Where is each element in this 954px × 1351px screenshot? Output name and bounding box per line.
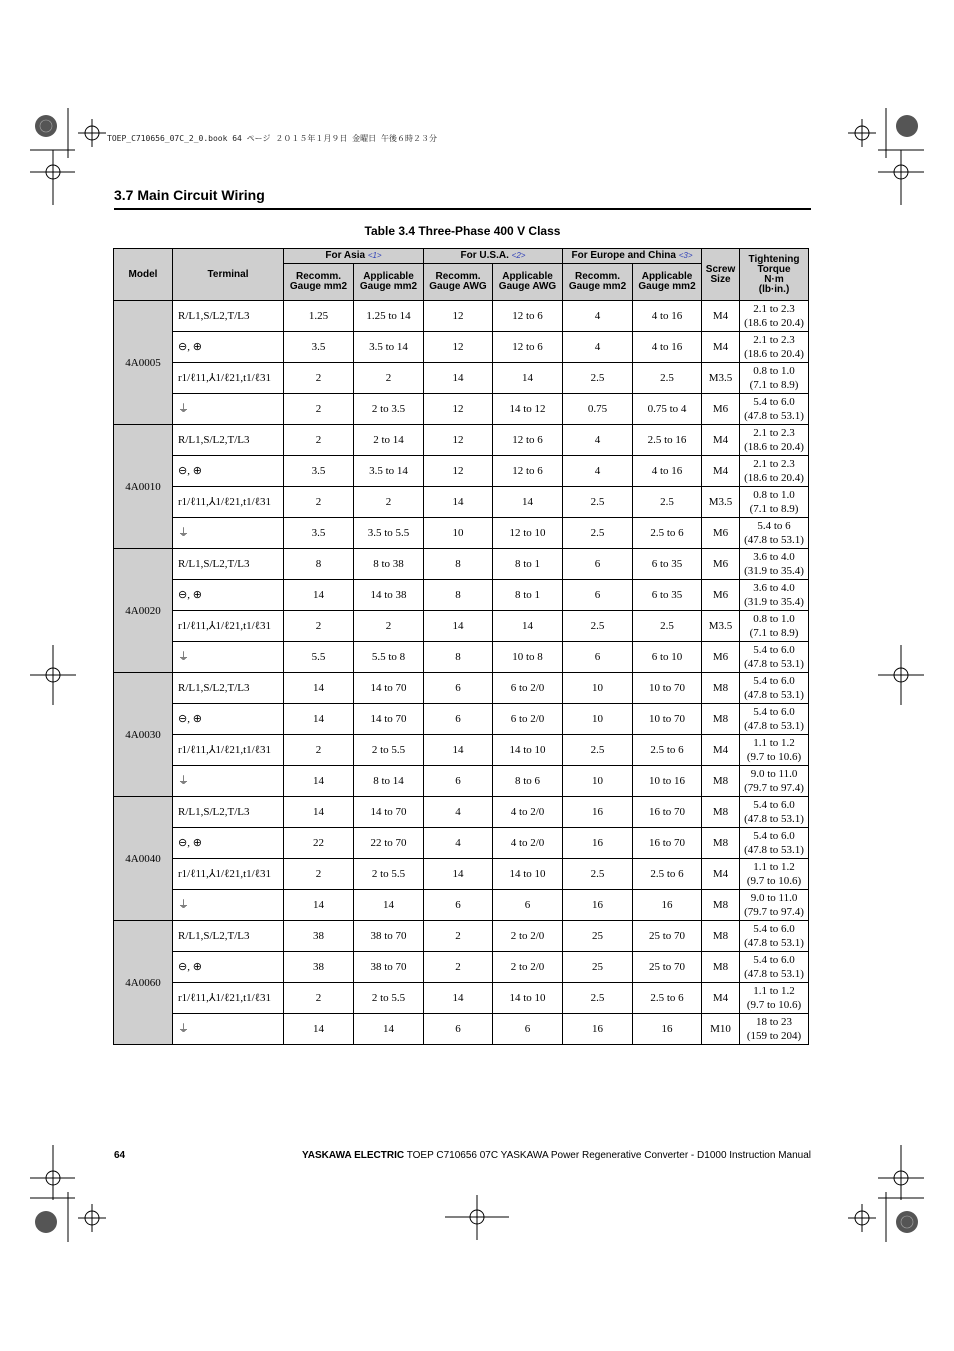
torque-cell: 5.4 to 6.0 (47.8 to 53.1): [740, 952, 809, 983]
table-row: [114, 673, 809, 704]
footer-text: YASKAWA ELECTRIC TOEP C710656 07C YASKAWA Power Regenerative Converter - D1000 Instruction Manual: [302, 1150, 811, 1161]
applicable-mm2-cell: 2 to 5.5: [354, 859, 424, 890]
applicable-awg-cell: 6: [493, 890, 563, 921]
recomm-awg-cell: 14: [424, 611, 493, 642]
recomm-mm2-eu-cell: 2.5: [563, 859, 633, 890]
applicable-mm2-cell: 14 to 70: [354, 673, 424, 704]
recomm-mm2-eu-cell: 16: [563, 890, 633, 921]
applicable-awg-cell: 2 to 2/0: [493, 952, 563, 983]
torque-cell: 5.4 to 6.0 (47.8 to 53.1): [740, 394, 809, 425]
applicable-awg-cell: 8 to 6: [493, 766, 563, 797]
applicable-awg-cell: 10 to 8: [493, 642, 563, 673]
applicable-mm2-cell: 2 to 3.5: [354, 394, 424, 425]
recomm-mm2-cell: 2: [284, 735, 354, 766]
applicable-mm2-cell: 38 to 70: [354, 952, 424, 983]
terminal-cell: R/L1,S/L2,T/L3: [173, 301, 284, 332]
model-cell: 4A0030: [114, 673, 173, 797]
applicable-mm2-eu-cell: 2.5 to 6: [633, 983, 702, 1014]
recomm-mm2-cell: 2: [284, 487, 354, 518]
table-row: [114, 456, 809, 487]
recomm-awg-cell: 12: [424, 332, 493, 363]
screw-size-cell: M8: [702, 673, 740, 704]
terminal-cell: r1/ℓ11,⅄1/ℓ21,t1/ℓ31: [173, 487, 284, 518]
screw-size-cell: M8: [702, 766, 740, 797]
applicable-mm2-eu-cell: 25 to 70: [633, 921, 702, 952]
footnote-ref-2[interactable]: <2>: [511, 251, 526, 260]
recomm-mm2-cell: 2: [284, 394, 354, 425]
applicable-mm2-cell: 38 to 70: [354, 921, 424, 952]
torque-cell: 2.1 to 2.3 (18.6 to 20.4): [740, 425, 809, 456]
recomm-awg-cell: 12: [424, 394, 493, 425]
applicable-awg-cell: 6 to 2/0: [493, 673, 563, 704]
applicable-awg-cell: 14: [493, 487, 563, 518]
screw-size-cell: M4: [702, 859, 740, 890]
applicable-mm2-cell: 14 to 70: [354, 797, 424, 828]
table-row: [114, 425, 809, 456]
torque-cell: 0.8 to 1.0 (7.1 to 8.9): [740, 363, 809, 394]
screw-size-cell: M8: [702, 704, 740, 735]
applicable-mm2-eu-cell: 6 to 35: [633, 580, 702, 611]
table-row: [114, 363, 809, 394]
recomm-awg-cell: 12: [424, 456, 493, 487]
torque-cell: 5.4 to 6.0 (47.8 to 53.1): [740, 921, 809, 952]
table-body: [114, 301, 809, 1045]
terminal-cell: r1/ℓ11,⅄1/ℓ21,t1/ℓ31: [173, 859, 284, 890]
terminal-cell: ⏚: [173, 1014, 284, 1045]
header-recomm-mm2: Recomm. Gauge mm2: [284, 264, 354, 301]
table-row: [114, 983, 809, 1014]
terminal-cell: ⊖, ⊕: [173, 580, 284, 611]
recomm-awg-cell: 6: [424, 1014, 493, 1045]
applicable-awg-cell: 8 to 1: [493, 580, 563, 611]
screw-size-cell: M4: [702, 301, 740, 332]
screw-size-cell: M4: [702, 735, 740, 766]
table-row: [114, 704, 809, 735]
table-row: [114, 611, 809, 642]
applicable-mm2-eu-cell: 2.5: [633, 611, 702, 642]
recomm-mm2-eu-cell: 2.5: [563, 363, 633, 394]
terminal-cell: ⊖, ⊕: [173, 828, 284, 859]
terminal-cell: R/L1,S/L2,T/L3: [173, 797, 284, 828]
header-recomm-mm2-eu: Recomm. Gauge mm2: [563, 264, 633, 301]
table-row: [114, 332, 809, 363]
header-screw-size: Screw Size: [702, 249, 740, 301]
recomm-mm2-cell: 2: [284, 611, 354, 642]
terminal-cell: R/L1,S/L2,T/L3: [173, 425, 284, 456]
recomm-awg-cell: 4: [424, 797, 493, 828]
applicable-mm2-eu-cell: 0.75 to 4: [633, 394, 702, 425]
recomm-awg-cell: 14: [424, 487, 493, 518]
torque-cell: 2.1 to 2.3 (18.6 to 20.4): [740, 456, 809, 487]
table-row: [114, 952, 809, 983]
torque-cell: 5.4 to 6.0 (47.8 to 53.1): [740, 797, 809, 828]
recomm-mm2-cell: 14: [284, 673, 354, 704]
recomm-mm2-eu-cell: 2.5: [563, 487, 633, 518]
torque-cell: 18 to 23 (159 to 204): [740, 1014, 809, 1045]
applicable-mm2-cell: 2 to 5.5: [354, 983, 424, 1014]
table-row: [114, 394, 809, 425]
recomm-mm2-eu-cell: 4: [563, 301, 633, 332]
header-asia: For Asia <1>: [284, 249, 424, 264]
recomm-mm2-eu-cell: 10: [563, 704, 633, 735]
table-row: [114, 642, 809, 673]
recomm-mm2-eu-cell: 10: [563, 673, 633, 704]
table-row: [114, 797, 809, 828]
applicable-mm2-eu-cell: 16 to 70: [633, 828, 702, 859]
screw-size-cell: M8: [702, 921, 740, 952]
applicable-awg-cell: 2 to 2/0: [493, 921, 563, 952]
table-row: [114, 828, 809, 859]
torque-cell: 1.1 to 1.2 (9.7 to 10.6): [740, 735, 809, 766]
recomm-mm2-cell: 3.5: [284, 332, 354, 363]
screw-size-cell: M8: [702, 952, 740, 983]
applicable-awg-cell: 6: [493, 1014, 563, 1045]
applicable-mm2-eu-cell: 2.5 to 6: [633, 518, 702, 549]
table-row: [114, 487, 809, 518]
screw-size-cell: M6: [702, 549, 740, 580]
recomm-awg-cell: 6: [424, 890, 493, 921]
recomm-mm2-cell: 2: [284, 859, 354, 890]
applicable-awg-cell: 14 to 10: [493, 735, 563, 766]
applicable-mm2-cell: 8 to 14: [354, 766, 424, 797]
screw-size-cell: M3.5: [702, 611, 740, 642]
applicable-mm2-cell: 14 to 38: [354, 580, 424, 611]
header-europe: For Europe and China <3>: [563, 249, 702, 264]
table-row: [114, 518, 809, 549]
recomm-mm2-eu-cell: 25: [563, 952, 633, 983]
applicable-awg-cell: 12 to 6: [493, 332, 563, 363]
terminal-cell: ⊖, ⊕: [173, 456, 284, 487]
applicable-mm2-eu-cell: 2.5 to 6: [633, 859, 702, 890]
screw-size-cell: M6: [702, 518, 740, 549]
terminal-cell: ⏚: [173, 642, 284, 673]
applicable-mm2-eu-cell: 25 to 70: [633, 952, 702, 983]
screw-size-cell: M4: [702, 983, 740, 1014]
applicable-awg-cell: 14: [493, 363, 563, 394]
header-applicable-mm2-eu: Applicable Gauge mm2: [633, 264, 702, 301]
applicable-mm2-eu-cell: 2.5: [633, 363, 702, 394]
terminal-cell: r1/ℓ11,⅄1/ℓ21,t1/ℓ31: [173, 363, 284, 394]
recomm-mm2-cell: 14: [284, 704, 354, 735]
recomm-mm2-cell: 2: [284, 425, 354, 456]
torque-cell: 3.6 to 4.0 (31.9 to 35.4): [740, 580, 809, 611]
header-applicable-awg: Applicable Gauge AWG: [493, 264, 563, 301]
applicable-mm2-eu-cell: 10 to 70: [633, 704, 702, 735]
torque-cell: 9.0 to 11.0 (79.7 to 97.4): [740, 890, 809, 921]
applicable-awg-cell: 14: [493, 611, 563, 642]
terminal-cell: R/L1,S/L2,T/L3: [173, 921, 284, 952]
recomm-mm2-cell: 22: [284, 828, 354, 859]
terminal-cell: ⏚: [173, 518, 284, 549]
recomm-awg-cell: 12: [424, 301, 493, 332]
recomm-mm2-cell: 14: [284, 766, 354, 797]
screw-size-cell: M6: [702, 642, 740, 673]
recomm-awg-cell: 6: [424, 766, 493, 797]
recomm-mm2-eu-cell: 4: [563, 425, 633, 456]
recomm-awg-cell: 14: [424, 735, 493, 766]
screw-size-cell: M4: [702, 425, 740, 456]
applicable-awg-cell: 8 to 1: [493, 549, 563, 580]
model-cell: 4A0005: [114, 301, 173, 425]
applicable-mm2-cell: 2 to 5.5: [354, 735, 424, 766]
footnote-ref-1[interactable]: <1>: [367, 251, 382, 260]
screw-size-cell: M8: [702, 797, 740, 828]
header-recomm-awg: Recomm. Gauge AWG: [424, 264, 493, 301]
applicable-mm2-cell: 3.5 to 5.5: [354, 518, 424, 549]
recomm-mm2-eu-cell: 0.75: [563, 394, 633, 425]
applicable-mm2-cell: 3.5 to 14: [354, 456, 424, 487]
applicable-mm2-eu-cell: 2.5: [633, 487, 702, 518]
terminal-cell: ⊖, ⊕: [173, 332, 284, 363]
recomm-awg-cell: 14: [424, 363, 493, 394]
applicable-mm2-cell: 22 to 70: [354, 828, 424, 859]
screw-size-cell: M8: [702, 890, 740, 921]
recomm-mm2-cell: 1.25: [284, 301, 354, 332]
applicable-awg-cell: 4 to 2/0: [493, 828, 563, 859]
torque-cell: 5.4 to 6 (47.8 to 53.1): [740, 518, 809, 549]
screw-size-cell: M8: [702, 828, 740, 859]
screw-size-cell: M3.5: [702, 487, 740, 518]
footer-brand: YASKAWA ELECTRIC: [302, 1150, 405, 1161]
header-applicable-mm2: Applicable Gauge mm2: [354, 264, 424, 301]
applicable-mm2-eu-cell: 16: [633, 890, 702, 921]
torque-cell: 1.1 to 1.2 (9.7 to 10.6): [740, 859, 809, 890]
applicable-mm2-eu-cell: 16: [633, 1014, 702, 1045]
applicable-mm2-eu-cell: 10 to 16: [633, 766, 702, 797]
applicable-awg-cell: 12 to 6: [493, 456, 563, 487]
terminal-cell: R/L1,S/L2,T/L3: [173, 549, 284, 580]
applicable-mm2-cell: 14 to 70: [354, 704, 424, 735]
applicable-mm2-eu-cell: 4 to 16: [633, 301, 702, 332]
recomm-mm2-eu-cell: 4: [563, 332, 633, 363]
applicable-mm2-cell: 1.25 to 14: [354, 301, 424, 332]
applicable-mm2-eu-cell: 2.5 to 6: [633, 735, 702, 766]
recomm-awg-cell: 2: [424, 921, 493, 952]
applicable-awg-cell: 12 to 6: [493, 301, 563, 332]
recomm-mm2-eu-cell: 2.5: [563, 611, 633, 642]
wire-gauge-table: [113, 248, 809, 1045]
torque-cell: 2.1 to 2.3 (18.6 to 20.4): [740, 301, 809, 332]
terminal-cell: ⏚: [173, 766, 284, 797]
applicable-mm2-eu-cell: 2.5 to 16: [633, 425, 702, 456]
recomm-awg-cell: 8: [424, 580, 493, 611]
recomm-mm2-eu-cell: 16: [563, 828, 633, 859]
recomm-awg-cell: 10: [424, 518, 493, 549]
recomm-awg-cell: 8: [424, 549, 493, 580]
applicable-mm2-eu-cell: 4 to 16: [633, 332, 702, 363]
recomm-mm2-eu-cell: 2.5: [563, 735, 633, 766]
section-rule: [114, 208, 811, 210]
header-torque: Tightening Torque N·m (lb·in.): [740, 249, 809, 301]
recomm-mm2-cell: 3.5: [284, 456, 354, 487]
recomm-mm2-cell: 38: [284, 921, 354, 952]
recomm-mm2-eu-cell: 6: [563, 580, 633, 611]
recomm-mm2-cell: 5.5: [284, 642, 354, 673]
table-row: [114, 580, 809, 611]
recomm-mm2-cell: 14: [284, 1014, 354, 1045]
applicable-mm2-eu-cell: 4 to 16: [633, 456, 702, 487]
table-caption: Table 3.4 Three-Phase 400 V Class: [364, 224, 561, 238]
model-cell: 4A0020: [114, 549, 173, 673]
torque-cell: 1.1 to 1.2 (9.7 to 10.6): [740, 983, 809, 1014]
table-row: [114, 766, 809, 797]
recomm-awg-cell: 6: [424, 704, 493, 735]
terminal-cell: r1/ℓ11,⅄1/ℓ21,t1/ℓ31: [173, 611, 284, 642]
screw-size-cell: M6: [702, 394, 740, 425]
recomm-mm2-eu-cell: 2.5: [563, 518, 633, 549]
recomm-awg-cell: 6: [424, 673, 493, 704]
recomm-awg-cell: 14: [424, 859, 493, 890]
table-row: [114, 735, 809, 766]
terminal-cell: r1/ℓ11,⅄1/ℓ21,t1/ℓ31: [173, 735, 284, 766]
recomm-mm2-cell: 14: [284, 797, 354, 828]
torque-cell: 0.8 to 1.0 (7.1 to 8.9): [740, 487, 809, 518]
recomm-mm2-cell: 8: [284, 549, 354, 580]
terminal-cell: ⏚: [173, 394, 284, 425]
header-model: Model: [114, 249, 173, 301]
applicable-mm2-eu-cell: 10 to 70: [633, 673, 702, 704]
footnote-ref-3[interactable]: <3>: [678, 251, 693, 260]
page-number: 64: [114, 1150, 126, 1161]
applicable-mm2-cell: 2: [354, 363, 424, 394]
torque-cell: 5.4 to 6.0 (47.8 to 53.1): [740, 642, 809, 673]
terminal-cell: r1/ℓ11,⅄1/ℓ21,t1/ℓ31: [173, 983, 284, 1014]
recomm-mm2-eu-cell: 25: [563, 921, 633, 952]
recomm-mm2-cell: 38: [284, 952, 354, 983]
torque-cell: 5.4 to 6.0 (47.8 to 53.1): [740, 673, 809, 704]
recomm-mm2-eu-cell: 6: [563, 549, 633, 580]
screw-size-cell: M6: [702, 580, 740, 611]
terminal-cell: ⊖, ⊕: [173, 704, 284, 735]
print-mark: TOEP_C710656_07C_2_0.book 64 ページ ２０１５年１月９日 金曜日 午後６時２３分: [107, 134, 437, 143]
torque-cell: 3.6 to 4.0 (31.9 to 35.4): [740, 549, 809, 580]
applicable-mm2-eu-cell: 6 to 35: [633, 549, 702, 580]
applicable-awg-cell: 12 to 6: [493, 425, 563, 456]
recomm-mm2-eu-cell: 16: [563, 1014, 633, 1045]
terminal-cell: ⏚: [173, 890, 284, 921]
recomm-mm2-eu-cell: 10: [563, 766, 633, 797]
applicable-awg-cell: 12 to 10: [493, 518, 563, 549]
recomm-mm2-cell: 2: [284, 983, 354, 1014]
recomm-mm2-eu-cell: 6: [563, 642, 633, 673]
section-title: 3.7 Main Circuit Wiring: [114, 187, 265, 203]
table-row: [114, 859, 809, 890]
torque-cell: 5.4 to 6.0 (47.8 to 53.1): [740, 828, 809, 859]
recomm-awg-cell: 12: [424, 425, 493, 456]
recomm-awg-cell: 4: [424, 828, 493, 859]
table-row: [114, 549, 809, 580]
table-row: [114, 1014, 809, 1045]
applicable-mm2-cell: 2 to 14: [354, 425, 424, 456]
applicable-awg-cell: 6 to 2/0: [493, 704, 563, 735]
applicable-mm2-cell: 8 to 38: [354, 549, 424, 580]
terminal-cell: R/L1,S/L2,T/L3: [173, 673, 284, 704]
recomm-mm2-eu-cell: 2.5: [563, 983, 633, 1014]
recomm-mm2-eu-cell: 16: [563, 797, 633, 828]
recomm-mm2-cell: 14: [284, 890, 354, 921]
applicable-mm2-eu-cell: 16 to 70: [633, 797, 702, 828]
applicable-mm2-cell: 14: [354, 1014, 424, 1045]
torque-cell: 0.8 to 1.0 (7.1 to 8.9): [740, 611, 809, 642]
screw-size-cell: M4: [702, 456, 740, 487]
terminal-cell: ⊖, ⊕: [173, 952, 284, 983]
applicable-mm2-eu-cell: 6 to 10: [633, 642, 702, 673]
table-row: [114, 301, 809, 332]
applicable-awg-cell: 14 to 10: [493, 983, 563, 1014]
header-usa: For U.S.A. <2>: [424, 249, 563, 264]
applicable-awg-cell: 14 to 10: [493, 859, 563, 890]
recomm-awg-cell: 14: [424, 983, 493, 1014]
screw-size-cell: M4: [702, 332, 740, 363]
screw-size-cell: M3.5: [702, 363, 740, 394]
applicable-mm2-cell: 2: [354, 487, 424, 518]
recomm-mm2-cell: 2: [284, 363, 354, 394]
recomm-mm2-eu-cell: 4: [563, 456, 633, 487]
recomm-awg-cell: 8: [424, 642, 493, 673]
header-terminal: Terminal: [173, 249, 284, 301]
table-row: [114, 921, 809, 952]
recomm-awg-cell: 2: [424, 952, 493, 983]
applicable-mm2-cell: 14: [354, 890, 424, 921]
recomm-mm2-cell: 3.5: [284, 518, 354, 549]
applicable-mm2-cell: 5.5 to 8: [354, 642, 424, 673]
recomm-mm2-cell: 14: [284, 580, 354, 611]
applicable-awg-cell: 14 to 12: [493, 394, 563, 425]
applicable-mm2-cell: 3.5 to 14: [354, 332, 424, 363]
applicable-mm2-cell: 2: [354, 611, 424, 642]
torque-cell: 2.1 to 2.3 (18.6 to 20.4): [740, 332, 809, 363]
model-cell: 4A0060: [114, 921, 173, 1045]
screw-size-cell: M10: [702, 1014, 740, 1045]
model-cell: 4A0040: [114, 797, 173, 921]
table-row: [114, 890, 809, 921]
model-cell: 4A0010: [114, 425, 173, 549]
applicable-awg-cell: 4 to 2/0: [493, 797, 563, 828]
torque-cell: 9.0 to 11.0 (79.7 to 97.4): [740, 766, 809, 797]
torque-cell: 5.4 to 6.0 (47.8 to 53.1): [740, 704, 809, 735]
